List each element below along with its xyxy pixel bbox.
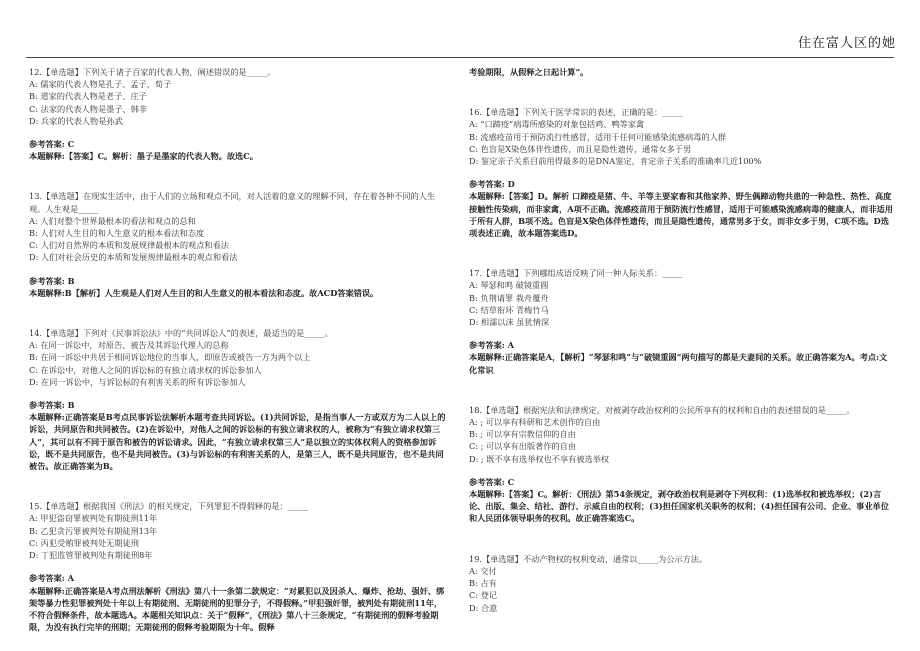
option-d: D: 兵家的代表人物是孙武 xyxy=(29,115,123,126)
option-a: A: ; 可以享有科研和艺术创作的自由 xyxy=(469,417,601,428)
question-stem: 14.【单选题】下列对《民事诉讼法》中的“共同诉讼人”的表述，最适当的是_____。 xyxy=(29,328,333,339)
answer-explanation: 本题解释:【答案】C。解析：《刑法》第54条规定，剥夺政治权利是剥夺下列权利：(1)选举权和被选举权；(2)言论、出版、集会、结社、游行、示威自由的权利；(3)担任国家机关职务的权利；(4)担任国有公司、企业、事业单位和人民团体领导职务的权利。故正确答案选C。 xyxy=(469,489,889,524)
right-column xyxy=(469,66,894,629)
page-header-title: 住在富人区的她 xyxy=(797,36,896,51)
question-stem: 13.【单选题】在现实生活中，由于人们的立场和观点不同，对人活着的意义的理解不同，存在着各种不同的人生观。人生观是_____ xyxy=(29,191,436,214)
option-b: B: 乙犯贪污罪被判处有期徒刑13年 xyxy=(29,525,158,536)
option-c: C: 在诉讼中，对他人之间的诉讼标的有独立请求权的诉讼参加人 xyxy=(29,364,262,375)
option-d: D: 相濡以沫 虽犹情深 xyxy=(469,317,550,328)
question-18 xyxy=(469,404,894,525)
option-a: A: 琴瑟和鸣 破镜重圆 xyxy=(469,280,549,291)
option-a: A: 甲犯盗窃罪被判处有期徒刑11年 xyxy=(29,513,158,524)
option-d: D: 丁犯监管罪被判处有期徒刑8年 xyxy=(29,550,153,561)
question-17 xyxy=(469,267,894,376)
option-a: A: 人们对整个世界最根本的看法和观点的总和 xyxy=(29,215,196,226)
option-c: C: ; 可以享有出版著作的自由 xyxy=(469,441,577,452)
reference-answer: 参考答案: A xyxy=(469,340,514,351)
question-stem: 19.【单选题】不动产物权的权利变动，通常以_____为公示方法。 xyxy=(469,553,708,564)
option-c: C: 结草衔环 青梅竹马 xyxy=(469,304,549,315)
option-c: C: 法家的代表人物是墨子、韩非 xyxy=(29,103,148,114)
left-column xyxy=(29,66,449,648)
question-15 xyxy=(29,500,449,633)
answer-explanation: 本题解释:正确答案是A，【解析】“琴瑟和鸣”与“破镜重圆”两句描写的都是夫妻间的关系。故正确答案为A。考点:文化常识 xyxy=(469,352,888,375)
option-b: B: 在同一诉讼中共居于相同诉讼地位的当事人，即原告或被告一方为两个以上 xyxy=(29,352,311,363)
option-c: C: 丙犯受贿罪被判处无期徒刑 xyxy=(29,537,139,548)
question-15-continuation xyxy=(469,66,894,78)
option-a: A: 交付 xyxy=(469,565,497,576)
header-divider xyxy=(26,57,894,58)
question-stem: 15.【单选题】根据我国《刑法》的相关规定，下列罪犯不得假释的是：_____ xyxy=(29,501,309,512)
option-b: B: 流感疫苗用于预防流行性感冒，适用于任何可能感染流感病毒的人群 xyxy=(469,131,727,142)
option-c: C: 色盲是X染色体伴性遗传，而且是隐性遗传，通常女多于男 xyxy=(469,143,692,154)
option-b: B: 道家的代表人物是老子、庄子 xyxy=(29,91,147,102)
reference-answer: 参考答案: C xyxy=(469,476,515,487)
answer-explanation: 本题解释:正确答案是B考点民事诉讼法解析本题考查共同诉讼。(1)共同诉讼，是指当事人一方或双方为二人以上的诉讼，共同原告和共同被告。(2)在诉讼中，对他人之间的诉讼标的有独立请求权的人，被称为“有独立请求权第三人”，其可以有不同于原告和被告的诉讼请求。因此，“有独立请求权第三人”是以独立的实体权利人的资格参加诉讼，既不是共同原告，也不是共同被告。(3)与诉讼标的有利害关系的人，是第三人，既不是共同原告，也不是共同被告。故正确答案为B。 xyxy=(29,412,446,472)
question-stem: 12.【单选题】下列关于诸子百家的代表人物，阐述错误的是_____。 xyxy=(29,67,276,77)
answer-explanation: 本题解释:【答案】C。解析：墨子是墨家的代表人物。故选C。 xyxy=(29,151,258,162)
option-d: D: 在同一诉讼中，与诉讼标的有利害关系的所有诉讼参加人 xyxy=(29,376,246,387)
option-b: B: ; 可以享有宗教信仰的自由 xyxy=(469,429,576,440)
option-b: B: 负荆请罪 栽舟覆舟 xyxy=(469,292,549,303)
option-b: B: 人们对人生目的和人生意义的根本看法和态度 xyxy=(29,228,205,239)
reference-answer: 参考答案: B xyxy=(29,275,75,286)
reference-answer: 参考答案: A xyxy=(29,573,74,584)
question-16 xyxy=(469,106,894,239)
option-d: D: 鉴定亲子关系目前用得最多的是DNA鉴定，肯定亲子关系的准确率几近100% xyxy=(469,156,762,167)
option-a: A: 在同一诉讼中，对原告、被告及其诉讼代理人的总称 xyxy=(29,340,229,351)
answer-explanation: 本题解释:正确答案是A考点刑法解析《刑法》第八十一条第二款规定：“对累犯以及因杀人、爆炸、抢劫、强奸、绑架等暴力性犯罪被判处十年以上有期徒刑、无期徒刑的犯罪分子，不得假释。”甲犯强奸罪，被判处有期徒刑11年，不符合假释条件，故本题选A。本题相关知识点：关于“假释”，《刑法》第八十三条规定，“有期徒刑的假释考验期限，为没有执行完毕的刑期；无期徒刑的假释考验期限为十年。假释 xyxy=(29,585,445,633)
option-b: B: 占有 xyxy=(469,578,497,589)
explanation-continuation: 考验期限，从假释之日起计算”。 xyxy=(469,67,589,77)
question-19 xyxy=(469,553,894,614)
answer-explanation: 本题解释:B【解析】人生观是人们对人生目的和人生意义的根本看法和态度。故ACD答案错误。 xyxy=(29,287,379,298)
question-stem: 18.【单选题】根据宪法和法律规定，对被剥夺政治权利的公民所享有的权利和自由的表述错误的是_____。 xyxy=(469,404,855,415)
option-d: D: 合意 xyxy=(469,602,498,613)
option-a: A: 儒家的代表人物是孔子、孟子、荀子 xyxy=(29,79,172,90)
reference-answer: 参考答案: D xyxy=(469,179,515,190)
option-c: C: 人们对自然界的本质和发展规律最根本的观点和看法 xyxy=(29,240,229,251)
question-stem: 17.【单选题】下列哪组成语反映了同一种人际关系：_____ xyxy=(469,268,683,279)
option-d: D: ; 既不享有选举权也不享有被选举权 xyxy=(469,453,610,464)
reference-answer: 参考答案: C xyxy=(29,139,75,150)
question-12 xyxy=(29,66,449,162)
option-d: D: 人们对社会历史的本质和发展规律最根本的观点和看法 xyxy=(29,252,238,263)
reference-answer: 参考答案: B xyxy=(29,400,75,411)
question-stem: 16.【单选题】下列关于医学常识的表述，正确的是：_____ xyxy=(469,107,683,118)
option-a: A: “口蹄疫”病毒所感染的对象包括鸡、鸭等家禽 xyxy=(469,119,645,130)
question-13 xyxy=(29,190,449,299)
question-14 xyxy=(29,327,449,472)
answer-explanation: 本题解释:【答案】D。解析 口蹄疫是猪、牛、羊等主要家畜和其他家养、野生偶蹄动物共患的一种急性、热性、高度接触性传染病，而非家禽，A项不正确。流感疫苗用于预防流行性感冒，适用于可能感染流感病毒的健康人，而非适用于所有人群，B项不选。色盲是X染色体伴性遗传，而且是隐性遗传，通常男多于女，而非女多于男，C项不选。D选项表述正确，故本题答案选D。 xyxy=(469,191,893,239)
option-c: C: 登记 xyxy=(469,590,498,601)
